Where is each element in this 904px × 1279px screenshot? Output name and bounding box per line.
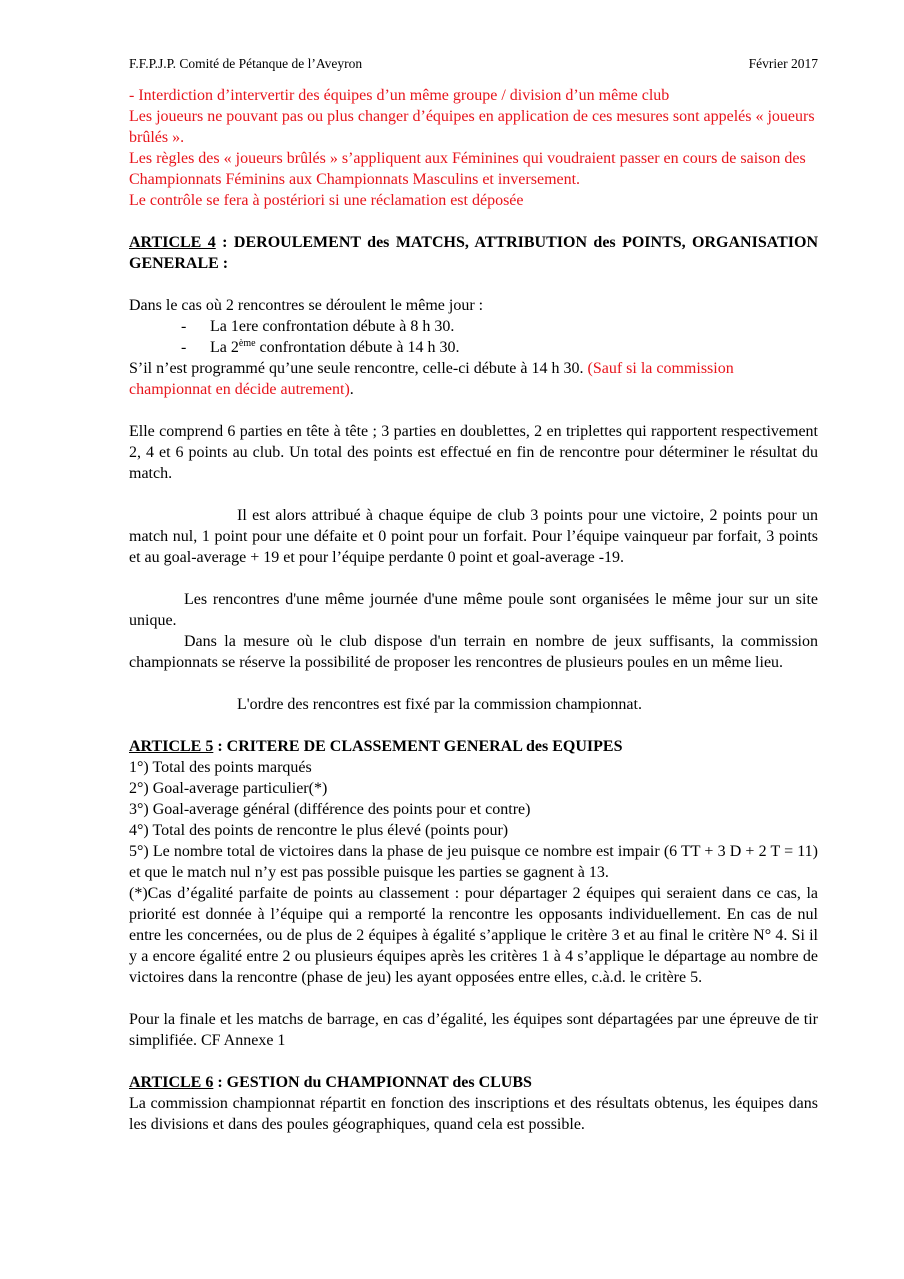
article-4-bullet-2: La 2ème confrontation débute à 14 h 30.	[210, 338, 460, 356]
article-4-title: : DEROULEMENT des MATCHS, ATTRIBUTION des POINTS, ORGANISATION GENERALE :	[129, 234, 819, 272]
header-organization: F.F.P.J.P. Comité de Pétanque de l’Aveyron	[129, 56, 363, 71]
article-4-paragraph-parties: Elle comprend 6 parties en tête à tête ; 3 parties en doublettes, 2 en triplettes qui rapportent respectivement 2, 4 et 6 points au club. Un total des points est effectué en fin de rencontre pour déterminer le résultat du match.	[129, 423, 818, 482]
red-note-commission: (Sauf si la commission championnat en décide autrement)	[129, 360, 734, 398]
criterion-5: 5°) Le nombre total de victoires dans la phase de jeu puisque ce nombre est impair (6 TT + 3 D + 2 T = 11) et que le match nul n’y est pas possible puisque les parties se gagnent à 13.	[129, 843, 818, 881]
criterion-2: 2°) Goal-average particulier(*)	[129, 780, 328, 797]
article-6-paragraph: La commission championnat répartit en fonction des inscriptions et des résultats obtenus, les équipes dans les divisions et dans des poules géographiques, quand cela est possible.	[129, 1095, 818, 1133]
list-item: - La 2ème confrontation débute à 14 h 30.	[181, 338, 460, 356]
article-4-single-match: S’il n’est programmé qu’une seule rencontre, celle-ci débute à 14 h 30. (Sauf si la commission championnat en décide autrement).	[129, 360, 734, 398]
red-rule-joueurs-brules: Les joueurs ne pouvant pas ou plus changer d’équipes en application de ces mesures sont appelés « joueurs brûlés ».	[129, 108, 815, 146]
page-content	[129, 85, 818, 1135]
article-6-heading	[129, 1072, 818, 1093]
article-4-paragraph-ordre: L'ordre des rencontres est fixé par la commission championnat.	[237, 696, 642, 713]
article-4-intro: Dans le cas où 2 rencontres se déroulent le même jour :	[129, 297, 484, 314]
article-5-title: : CRITERE DE CLASSEMENT GENERAL des EQUIPES	[213, 738, 623, 755]
red-rule-controle: Le contrôle se fera à postériori si une réclamation est déposée	[129, 192, 524, 209]
criterion-4: 4°) Total des points de rencontre le plus élevé (points pour)	[129, 822, 509, 839]
page-header	[129, 56, 818, 72]
article-4-paragraph-site: Les rencontres d'une même journée d'une même poule sont organisées le même jour sur un site unique.	[129, 591, 818, 629]
article-4-paragraph-terrain: Dans la mesure où le club dispose d'un terrain en nombre de jeux suffisants, la commission championnats se réserve la possibilité de proposer les rencontres de plusieurs poules en un même lieu.	[129, 633, 818, 671]
list-item: - La 1ere confrontation débute à 8 h 30.	[181, 318, 455, 335]
article-6-title: : GESTION du CHAMPIONNAT des CLUBS	[213, 1074, 532, 1091]
article-5-label: ARTICLE 5	[129, 738, 214, 755]
article-4-paragraph-points: Il est alors attribué à chaque équipe de club 3 points pour une victoire, 2 points pour un match nul, 1 point pour une défaite et 0 point pour un forfait. Pour l’équipe vainqueur par forfait, 3 points et au goal-average + 19 et pour l’équipe perdante 0 point et goal-average -19.	[129, 507, 818, 566]
criterion-1: 1°) Total des points marqués	[129, 759, 312, 776]
article-4-heading	[129, 232, 818, 274]
red-rule-interdiction: - Interdiction d’intervertir des équipes d’un même groupe / division d’un même club	[129, 87, 670, 104]
article-5-finale: Pour la finale et les matchs de barrage, en cas d’égalité, les équipes sont départagées par une épreuve de tir simplifiée. CF Annexe 1	[129, 1011, 818, 1049]
article-4-bullet-1: La 1ere confrontation débute à 8 h 30.	[210, 318, 455, 335]
article-5-tie-note: (*)Cas d’égalité parfaite de points au classement : pour départager 2 équipes qui seraient dans ce cas, la priorité est donnée à l’équipe qui a remporté la rencontre les opposants individuellement. En cas de nul entre les concernées, ou de plus de 2 équipes à égalité s’applique le critère 3 et au final le critère N° 4. Si il y a encore égalité entre 2 ou plusieurs équipes après les critères 1 à 4 s’applique le départage au nombre de victoires dans la rencontre (phase de jeu) les ayant opposées entre elles, c.à.d. le critère 5.	[129, 885, 818, 986]
article-5-heading	[129, 736, 818, 757]
criterion-3: 3°) Goal-average général (différence des points pour et contre)	[129, 801, 531, 818]
article-4-label: ARTICLE 4	[129, 234, 216, 251]
article-6-label: ARTICLE 6	[129, 1074, 214, 1091]
header-date: Février 2017	[748, 56, 818, 71]
red-rule-feminines: Les règles des « joueurs brûlés » s’appliquent aux Féminines qui voudraient passer en cours de saison des Championnats Féminins aux Championnats Masculins et inversement.	[129, 150, 806, 188]
